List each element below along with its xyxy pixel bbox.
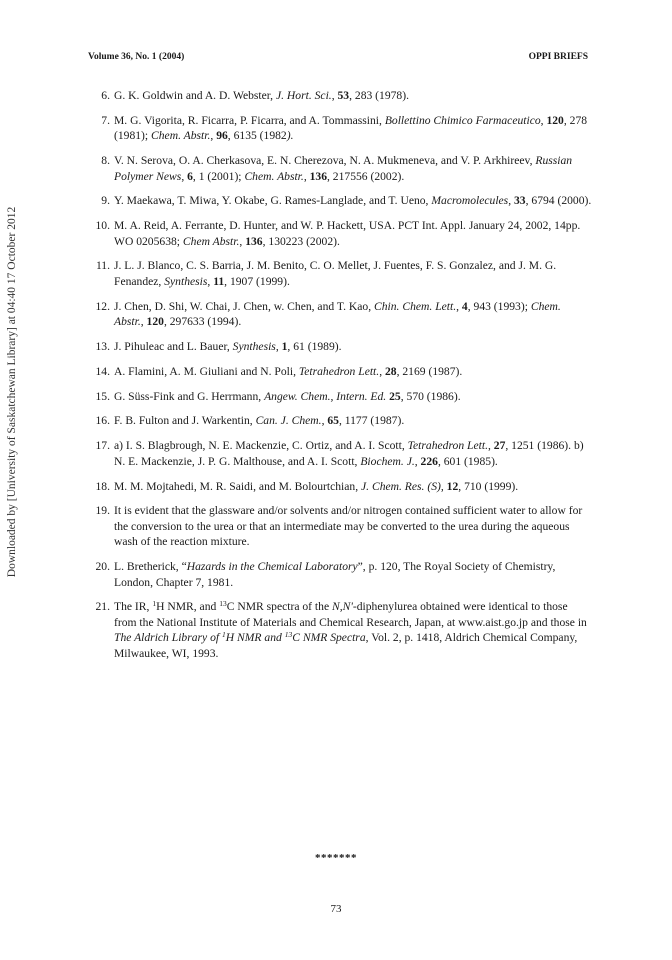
journal-name: Synthesis [232, 340, 276, 354]
reference-number: 18. [95, 479, 110, 493]
compound-name: N,N' [332, 600, 353, 614]
reference-text: , 710 (1999). [458, 479, 519, 493]
reference-text: G. K. Goldwin and A. D. Webster, [114, 89, 276, 102]
reference-text: , 1907 (1999). [224, 274, 290, 288]
volume-number: 4 [461, 299, 468, 313]
reference-text: , 130223 (2002). [262, 234, 340, 248]
reference-text: , 283 (1978). [349, 89, 409, 102]
reference-text: , [331, 89, 338, 102]
reference-text: , [181, 169, 188, 183]
reference-text: , 943 (1993); [467, 299, 531, 313]
reference-text: a) I. S. Blagbrough, N. E. Mackenzie, C. Ortiz, and A. I. Scott, [114, 439, 408, 453]
reference-text: , 61 (1989). [287, 340, 342, 354]
reference-item [86, 413, 592, 429]
reference-number: 11. [95, 259, 110, 273]
journal-name: Chin. Chem. Lett. [374, 299, 457, 313]
reference-item [86, 364, 592, 380]
reference-item [86, 88, 592, 104]
reference-number: 7. [101, 113, 110, 127]
reference-item [86, 258, 592, 289]
journal-name: Synthesis [164, 274, 208, 288]
superscript: 13 [284, 630, 293, 640]
reference-text: Y. Maekawa, T. Miwa, Y. Okabe, G. Rames-Langlade, and T. Ueno, [114, 194, 432, 208]
reference-item [86, 389, 592, 405]
reference-item [86, 339, 592, 355]
journal-name: Macromolecules [431, 194, 509, 208]
reference-number: 19. [95, 504, 110, 518]
journal-name: Biochem. J. [360, 454, 415, 468]
journal-name: Chem. Abstr. [151, 129, 211, 143]
reference-text: M. A. Reid, A. Ferrante, D. Hunter, and W. P. Hackett, USA. PCT Int. Appl. January 24, 2002, 14pp. WO 0205638; [114, 219, 581, 248]
running-head [88, 52, 588, 68]
volume-number: 27 [493, 439, 506, 453]
reference-item [86, 153, 592, 184]
reference-text: , [303, 169, 310, 183]
reference-text: The IR, [114, 600, 153, 614]
volume-number: 136 [245, 234, 263, 248]
journal-name: Can. J. Chem. [255, 414, 322, 428]
reference-item [86, 559, 592, 590]
reference-text: , [508, 194, 514, 208]
reference-text: , 6794 (2000). [525, 194, 592, 208]
reference-text: ). [286, 129, 294, 143]
reference-text: ”, p. 120, The Royal Society of Chemistry, London, Chapter 7, 1981. [114, 560, 556, 589]
reference-text: -diphenylurea obtained were identical to those from the National Institute of Materials and Chemical Research, Japan, at www.aist.go.jp and those in [114, 600, 587, 629]
volume-number: 120 [546, 113, 564, 127]
section-title: OPPI BRIEFS [528, 52, 588, 62]
reference-number: 14. [95, 364, 110, 378]
reference-number: 21. [95, 600, 110, 614]
download-watermark-text: Downloaded by [University of Saskatchewan Library] at 04:40 17 October 2012 [6, 206, 18, 578]
reference-number: 20. [95, 560, 110, 574]
reference-number: 13. [95, 340, 110, 354]
volume-number: 11 [213, 274, 225, 288]
reference-number: 6. [101, 89, 110, 102]
reference-text: , [379, 364, 385, 378]
journal-name: Bollettino Chimico Farmaceutico [384, 113, 541, 127]
reference-text: , 278 (1981); [114, 113, 588, 143]
volume-number: 6 [187, 169, 193, 183]
volume-number: 25 [389, 389, 401, 403]
book-title: Hazards in the Chemical Laboratory [186, 560, 358, 574]
reference-text: , 1251 (1986). b) N. E. Mackenzie, J. P. G. Malthouse, and A. I. Scott, [114, 439, 584, 468]
reference-item [86, 113, 592, 144]
reference-text: , [239, 234, 246, 248]
volume-number: 120 [146, 315, 164, 329]
reference-text: , [487, 439, 494, 453]
volume-number: 1 [281, 340, 288, 354]
book-title: The Aldrich Library of [114, 631, 223, 645]
reference-text: M. G. Vigorita, R. Ficarra, P. Ficarra, and A. Tommassini, [114, 113, 385, 127]
reference-number: 15. [95, 389, 110, 403]
reference-item [86, 599, 592, 661]
reference-text: , [414, 454, 421, 468]
reference-text: J. L. J. Blanco, C. S. Barria, J. M. Benito, C. O. Mellet, J. Fuentes, F. S. Gonzalez, and J. M. G. Fenandez, [114, 259, 557, 288]
page-number: 73 [330, 903, 342, 915]
reference-text: F. B. Fulton and J. Warkentin, [114, 414, 256, 428]
reference-number: 12. [95, 299, 110, 313]
journal-name: J. Chem. Res. (S), [361, 479, 444, 493]
reference-text: , [207, 274, 214, 288]
reference-item [86, 438, 592, 469]
reference-text: , 217556 (2002). [327, 169, 405, 183]
journal-name: J. Hort. Sci. [275, 89, 332, 102]
reference-item [86, 218, 592, 249]
volume-number: 226 [420, 454, 438, 468]
journal-name: Chem. Abstr. [244, 169, 304, 183]
reference-text: G. Süss-Fink and G. Herrmann, [114, 389, 265, 403]
journal-name: Russian Polymer News [114, 154, 573, 183]
reference-text: , [321, 414, 328, 428]
reference-number: 9. [101, 194, 110, 208]
journal-name: Chem. Abstr. [114, 299, 561, 329]
download-watermark [4, 172, 20, 612]
reference-text: , [540, 113, 547, 127]
reference-text: A. Flamini, A. M. Giuliani and N. Poli, [114, 364, 299, 378]
reference-number: 17. [95, 439, 110, 453]
reference-text: , 570 (1986). [400, 389, 461, 403]
reference-text: It is evident that the glassware and/or solvents and/or nitrogen contained sufficient water to allow for the conversion to the urea or that an intermediate may be converted to the urea during the aqueous wash of the reaction mixture. [114, 504, 583, 549]
reference-number: 16. [95, 414, 110, 428]
reference-text: J. Pihuleac and L. Bauer, [114, 340, 233, 354]
journal-name: Chem Abstr. [182, 234, 240, 248]
reference-text: , 1177 (1987). [338, 414, 405, 428]
volume-number: 33 [514, 194, 526, 208]
volume-number: 136 [309, 169, 327, 183]
book-title: H NMR and [225, 631, 285, 645]
reference-text: C NMR spectra of the [226, 600, 332, 614]
volume-number: 96 [216, 129, 228, 143]
journal-name: Tetrahedron Lett. [407, 439, 488, 453]
reference-text: J. Chen, D. Shi, W. Chai, J. Chen, w. Chen, and T. Kao, [114, 299, 374, 313]
reference-text: , 601 (1985). [437, 454, 498, 468]
reference-text: , 2169 (1987). [396, 364, 463, 378]
reference-text: , [456, 299, 462, 313]
book-title: C NMR Spectra [292, 631, 366, 645]
reference-text: V. N. Serova, O. A. Cherkasova, E. N. Cherezova, N. A. Mukmeneva, and V. P. Arkhireev, [114, 154, 536, 168]
reference-item [86, 503, 592, 550]
reference-number: 10. [95, 219, 110, 233]
reference-text: M. M. Mojtahedi, M. R. Saidi, and M. Bolourtchian, [114, 479, 362, 493]
journal-name: Tetrahedron Lett. [298, 364, 380, 378]
reference-item [86, 193, 592, 209]
journal-name: Angew. Chem., Intern. Ed. [264, 389, 387, 403]
reference-text: , 297633 (1994). [163, 315, 242, 329]
reference-text: H NMR, and [156, 600, 220, 614]
superscript: 13 [219, 599, 227, 609]
reference-text: , [140, 315, 147, 329]
superscript: 1 [222, 630, 226, 640]
reference-text: , Vol. 2, p. 1418, Aldrich Chemical Company, Milwaukee, WI, 1993. [114, 631, 578, 660]
reference-item [86, 299, 592, 330]
reference-text: , [275, 340, 282, 354]
volume-number: 12 [446, 479, 459, 493]
reference-item [86, 479, 592, 495]
volume-number: 65 [327, 414, 339, 428]
reference-number: 8. [101, 154, 110, 168]
volume-number: 28 [384, 364, 397, 378]
reference-text: , 6135 (1982 [227, 129, 287, 143]
superscript: 1 [152, 599, 157, 609]
section-separator: ******* [315, 852, 357, 864]
volume-number: 53 [337, 89, 350, 102]
reference-text: , 1 (2001); [192, 169, 245, 183]
reference-list [86, 88, 592, 671]
reference-text: , [210, 129, 217, 143]
journal-volume: Volume 36, No. 1 (2004) [88, 52, 185, 62]
reference-text: L. Bretherick, “ [114, 560, 187, 574]
